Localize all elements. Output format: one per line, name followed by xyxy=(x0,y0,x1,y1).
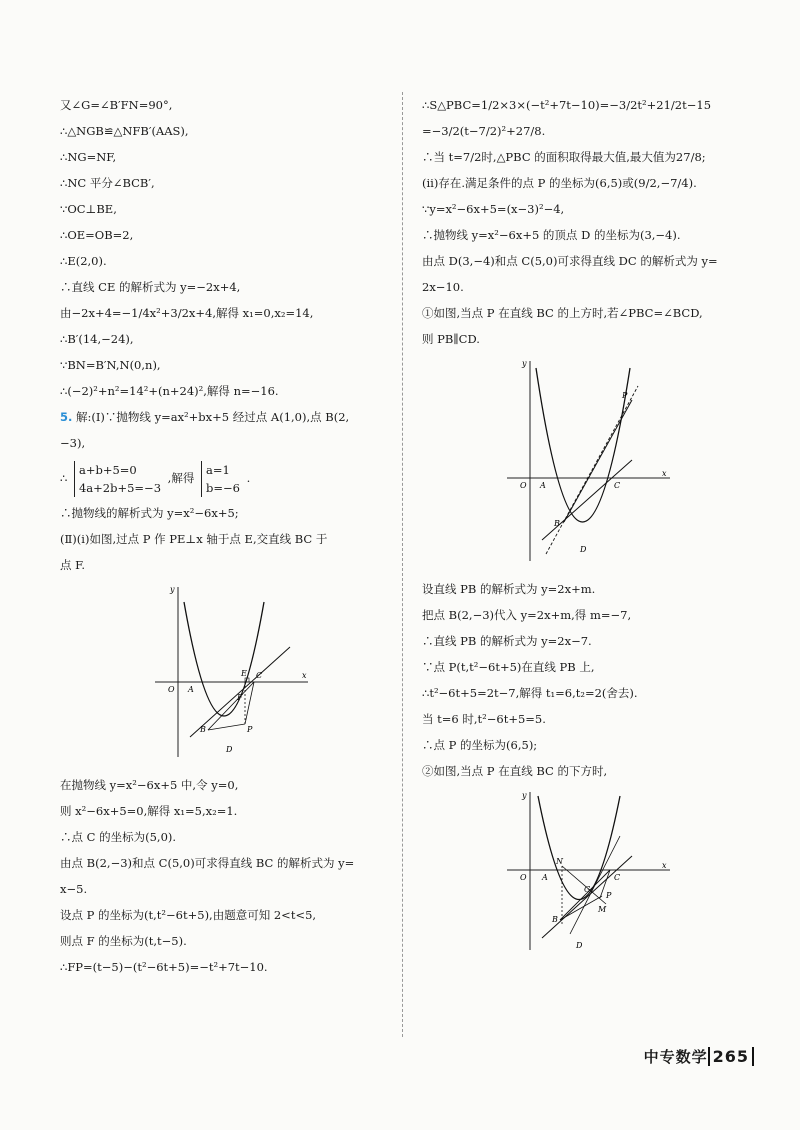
fig1-label-e: E xyxy=(241,669,247,678)
solution-line: ∴FP=(t−5)−(t²−6t+5)=−t²+7t−10. xyxy=(60,960,268,974)
fig1-label-d: D xyxy=(226,745,233,754)
solution-line: ∴t²−6t+5=2t−7,解得 t₁=6,t₂=2(舍去). xyxy=(422,686,638,700)
solution-line: 则 x²−6x+5=0,解得 x₁=5,x₂=1. xyxy=(60,804,238,818)
figure-2-svg xyxy=(502,356,672,566)
fig2-label-y: y xyxy=(522,359,527,368)
right-solution-lines-2 xyxy=(422,576,762,784)
solution-line: ∴B′(14,−24), xyxy=(60,332,134,346)
fig1-label-x: x xyxy=(302,671,307,680)
parabola-figure-1 xyxy=(150,582,390,766)
fig1-label-y: y xyxy=(170,585,175,594)
solution-line: ∴NC 平分∠BCB′, xyxy=(60,176,155,190)
fig3-label-d: D xyxy=(576,941,583,950)
solution-line: ∴(−2)²+n²=14²+(n+24)²,解得 n=−16. xyxy=(60,384,279,398)
page-footer xyxy=(644,1046,754,1067)
fig2-label-a: A xyxy=(540,481,546,490)
solution-line: ∴当 t=7/2时,△PBC 的面积取得最大值,最大值为27/8; xyxy=(422,150,706,164)
fig1-label-p: P xyxy=(247,725,253,734)
fig3-label-p: P xyxy=(606,891,612,900)
fig3-label-b: B xyxy=(552,915,558,924)
fig3-label-o: O xyxy=(520,873,527,882)
right-solution-lines xyxy=(422,92,762,352)
book-title: 中专数学 xyxy=(643,1048,708,1066)
solution-line: ∵点 P(t,t²−6t+5)在直线 PB 上, xyxy=(422,660,595,674)
parabola-figure-2 xyxy=(502,356,762,570)
fig1-label-a: A xyxy=(188,685,194,694)
solution-line: 则 PB∥CD. xyxy=(422,332,480,346)
fig3-label-m: M xyxy=(598,905,607,914)
solution-line: ∵BN=B′N,N(0,n), xyxy=(60,358,161,372)
solution-line: ∴S△PBC=1/2×3×(−t²+7t−10)=−3/2t²+21/2t−15 xyxy=(422,98,712,112)
solution-line: ∴点 C 的坐标为(5,0). xyxy=(60,830,177,844)
solution-line: 把点 B(2,−3)代入 y=2x+m,得 m=−7, xyxy=(422,608,632,622)
page-number: 265 xyxy=(708,1047,754,1066)
solution-line: ②如图,当点 P 在直线 BC 的下方时, xyxy=(422,764,608,778)
left-solution-lines-2 xyxy=(60,500,390,578)
solution-line: ①如图,当点 P 在直线 BC 的上方时,若∠PBC=∠BCD, xyxy=(422,306,703,320)
system-right: a=1 b=−6 xyxy=(201,461,240,497)
fig2-label-b: B xyxy=(554,519,560,528)
left-column xyxy=(60,92,390,980)
left-solution-lines-3 xyxy=(60,772,390,980)
solution-line: 又∠G=∠B′FN=90°, xyxy=(60,98,173,112)
solution-line: ∵OC⊥BE, xyxy=(60,202,117,216)
fig2-label-p: P xyxy=(622,391,628,400)
solution-line: 由点 D(3,−4)和点 C(5,0)可求得直线 DC 的解析式为 y= xyxy=(422,254,718,268)
left-solution-lines xyxy=(60,92,390,404)
solution-line: ∴抛物线 y=x²−6x+5 的顶点 D 的坐标为(3,−4). xyxy=(422,228,681,242)
right-column xyxy=(422,92,762,966)
fig1-label-c: C xyxy=(256,671,263,680)
solution-line: ∴直线 CE 的解析式为 y=−2x+4, xyxy=(60,280,241,294)
fig2-label-c: C xyxy=(614,481,621,490)
solution-line: (Ⅱ)(ⅰ)如图,过点 P 作 PE⊥x 轴于点 E,交直线 BC 于 xyxy=(60,532,328,546)
solution-line: 设点 P 的坐标为(t,t²−6t+5),由题意可知 2<t<5, xyxy=(60,908,317,922)
fig3-label-y: y xyxy=(522,791,527,800)
solution-line: 当 t=6 时,t²−6t+5=5. xyxy=(422,712,546,726)
fig3-label-x: x xyxy=(662,861,667,870)
fig2-label-x: x xyxy=(662,469,667,478)
solution-line: 设直线 PB 的解析式为 y=2x+m. xyxy=(422,582,596,596)
solution-line: ∵y=x²−6x+5=(x−3)²−4, xyxy=(422,202,565,216)
fig3-label-c: C xyxy=(614,873,621,882)
figure-1-svg xyxy=(150,582,310,762)
figure-3-svg xyxy=(502,788,672,956)
fig2-label-d: D xyxy=(580,545,587,554)
question-5-line-1: 5. 解:(Ⅰ)∵抛物线 y=ax²+bx+5 经过点 A(1,0),点 B(2, xyxy=(60,410,350,424)
solution-line: ∴OE=OB=2, xyxy=(60,228,134,242)
fig3-label-n: N xyxy=(556,857,563,866)
column-divider xyxy=(402,92,403,1037)
question-number: 5. xyxy=(60,410,73,424)
solution-line: 2x−10. xyxy=(422,280,464,294)
solution-line: 由−2x+4=−1/4x²+3/2x+4,解得 x₁=0,x₂=14, xyxy=(60,306,314,320)
fig3-label-a: A xyxy=(542,873,548,882)
solution-line: 在抛物线 y=x²−6x+5 中,令 y=0, xyxy=(60,778,239,792)
fig3-label-g: G xyxy=(584,885,591,894)
solution-line: 则点 F 的坐标为(t,t−5). xyxy=(60,934,187,948)
solution-line: =−3/2(t−7/2)²+27/8. xyxy=(422,124,546,138)
equation-system: ∴ a+b+5=0 4a+2b+5=−3 ,解得 a=1 b=−6 . xyxy=(60,463,251,495)
solution-line: ∴△NGB≌△NFB′(AAS), xyxy=(60,124,189,138)
solution-line: ∴NG=NF, xyxy=(60,150,117,164)
fig1-label-b: B xyxy=(200,725,206,734)
solution-line: ∴直线 PB 的解析式为 y=2x−7. xyxy=(422,634,592,648)
fig1-label-o: O xyxy=(168,685,175,694)
solution-line: 点 F. xyxy=(60,558,85,572)
solution-line: x−5. xyxy=(60,882,88,896)
fig2-label-o: O xyxy=(520,481,527,490)
solution-line: ∴E(2,0). xyxy=(60,254,107,268)
fig1-label-f: F xyxy=(237,693,243,702)
system-left: a+b+5=0 4a+2b+5=−3 xyxy=(74,461,161,497)
question-5-line-2: −3), xyxy=(60,436,86,450)
solution-line: ∴点 P 的坐标为(6,5); xyxy=(422,738,538,752)
solution-line: ∴抛物线的解析式为 y=x²−6x+5; xyxy=(60,506,239,520)
parabola-figure-3 xyxy=(502,788,762,960)
solution-line: (ⅱ)存在.满足条件的点 P 的坐标为(6,5)或(9/2,−7/4). xyxy=(422,176,697,190)
solution-line: 由点 B(2,−3)和点 C(5,0)可求得直线 BC 的解析式为 y= xyxy=(60,856,355,870)
